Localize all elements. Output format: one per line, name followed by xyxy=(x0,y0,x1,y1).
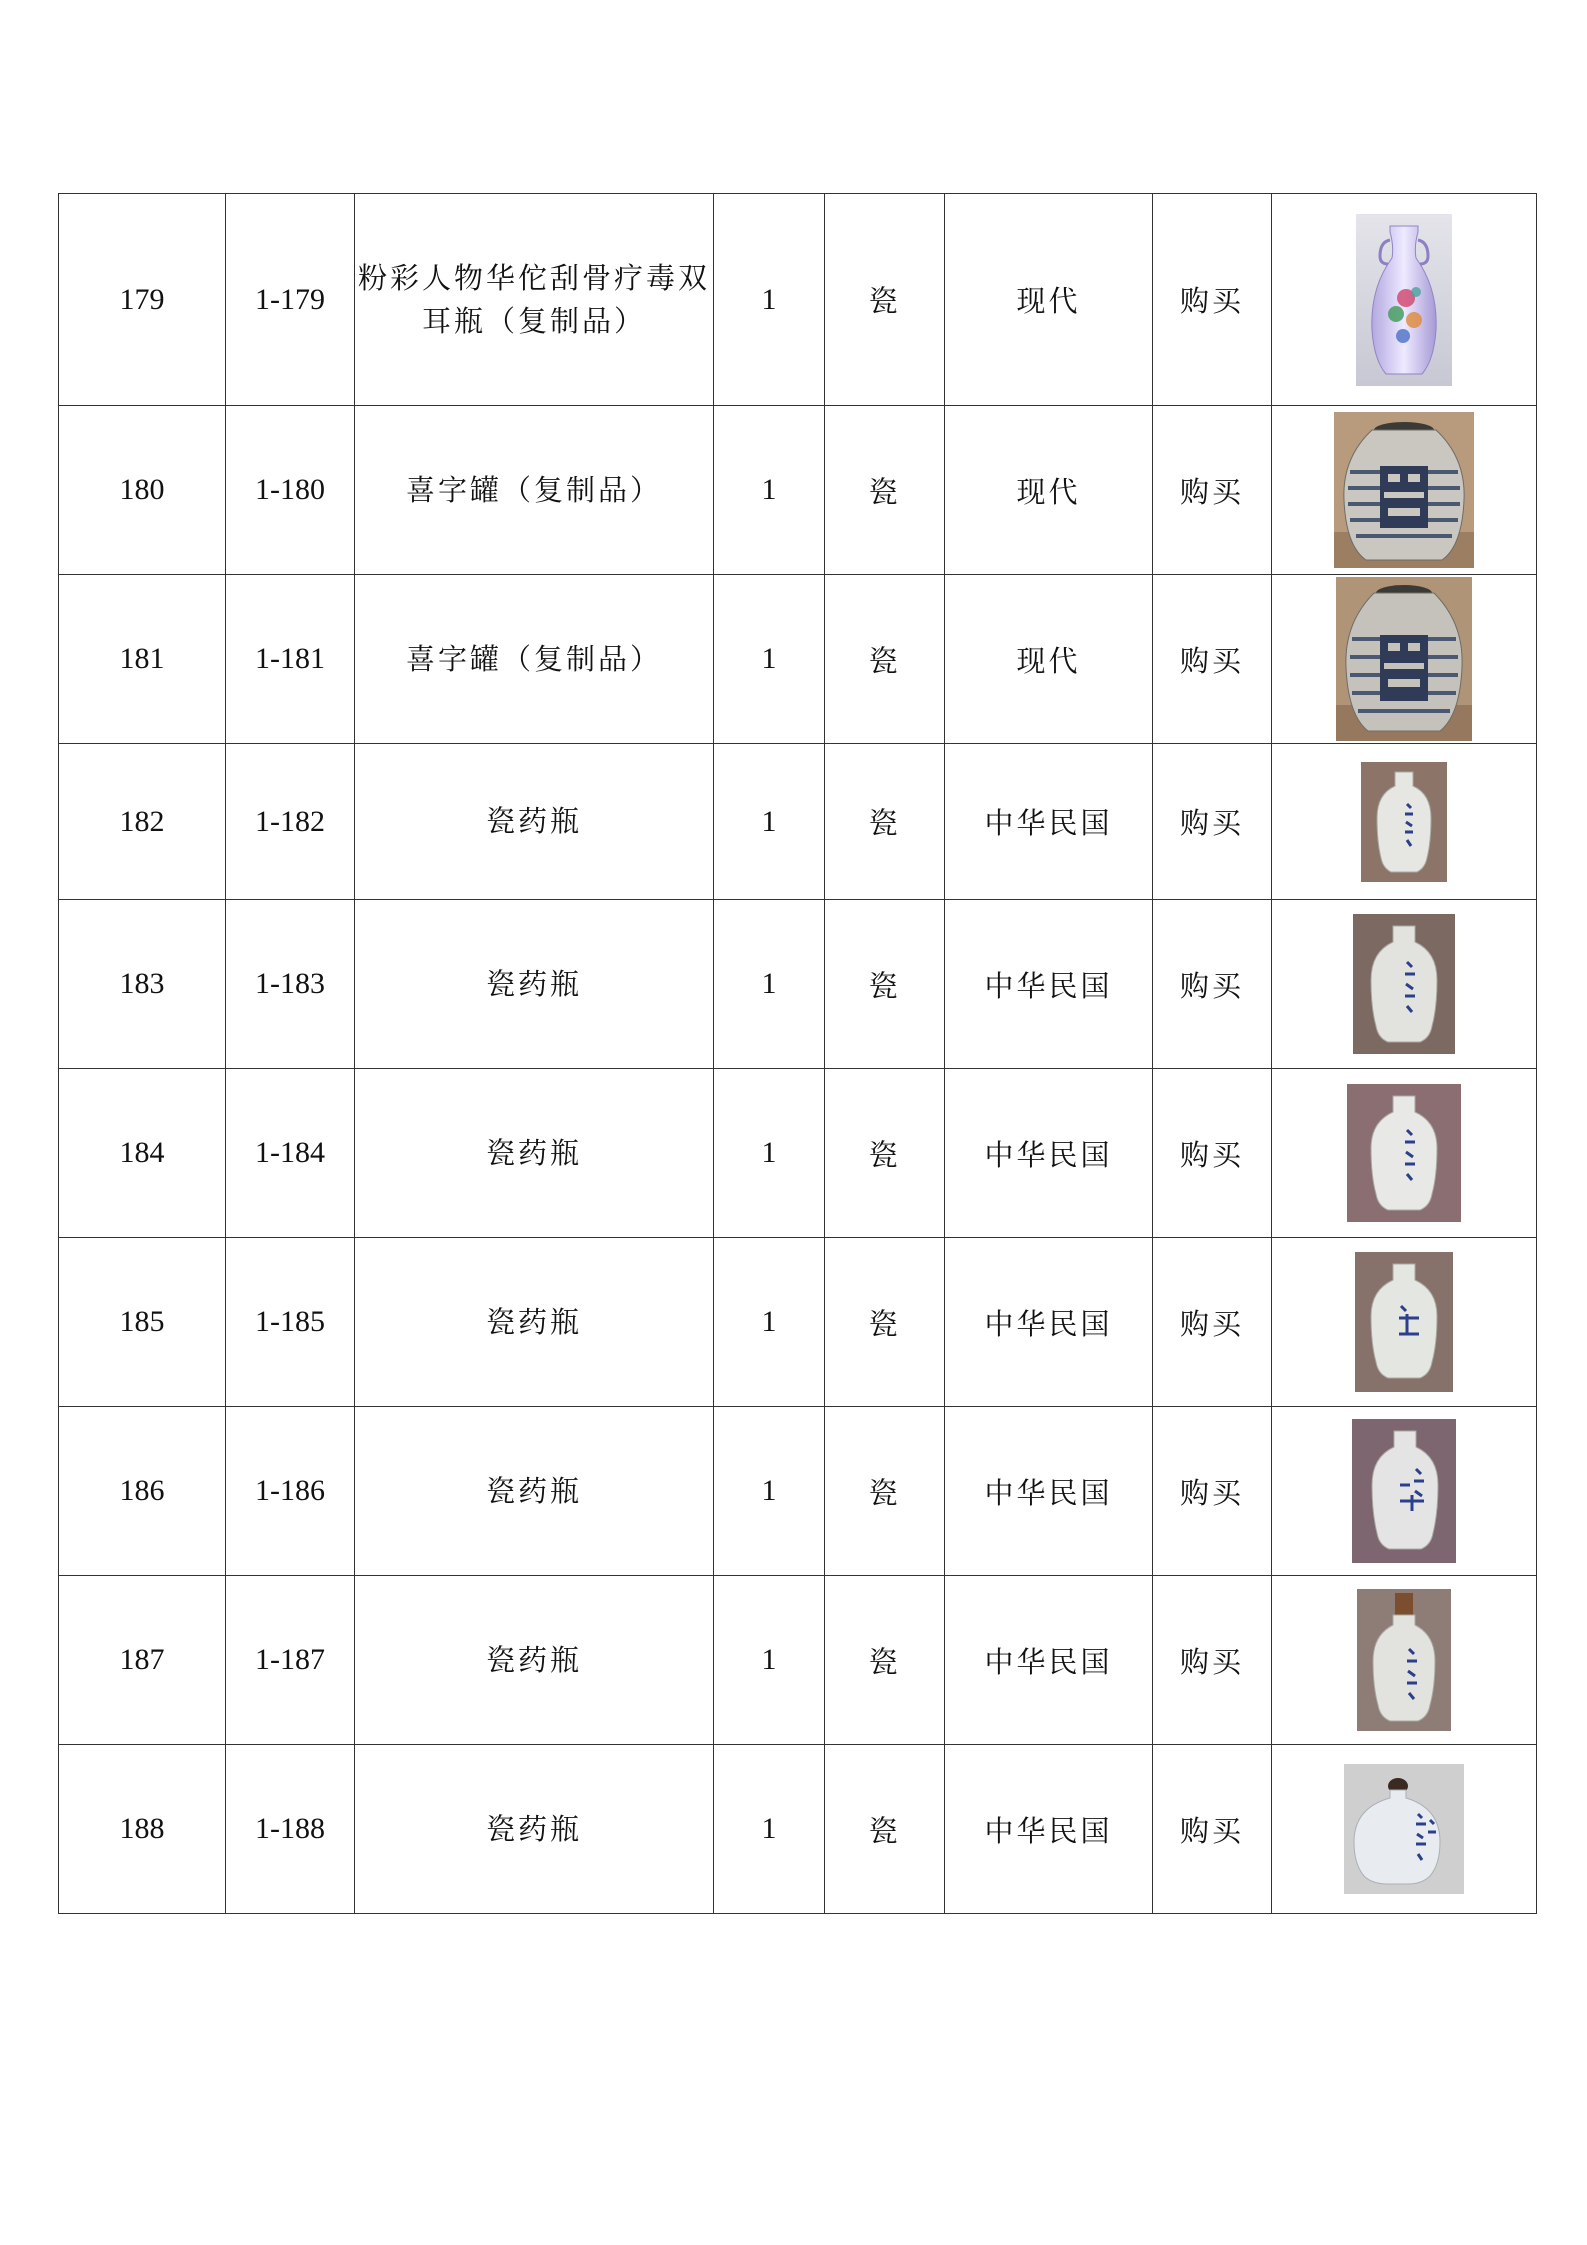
cell-name: 粉彩人物华佗刮骨疗毒双耳瓶（复制品） xyxy=(355,194,714,406)
cell-number: 180 xyxy=(59,406,226,575)
cell-era: 现代 xyxy=(945,406,1153,575)
cell-photo xyxy=(1272,1069,1537,1238)
cell-era: 中华民国 xyxy=(945,1238,1153,1407)
cell-number: 184 xyxy=(59,1069,226,1238)
cell-material: 瓷 xyxy=(825,1407,945,1576)
cell-source: 购买 xyxy=(1153,194,1272,406)
medicine-bottle-photo xyxy=(1355,1252,1453,1392)
medicine-bottle-photo xyxy=(1352,1419,1456,1563)
cell-name: 喜字罐（复制品） xyxy=(355,406,714,575)
cell-material: 瓷 xyxy=(825,1069,945,1238)
table-row xyxy=(59,1745,1537,1914)
cell-photo xyxy=(1272,1576,1537,1745)
cell-quantity: 1 xyxy=(714,406,825,575)
cell-name: 瓷药瓶 xyxy=(355,1238,714,1407)
cell-era: 中华民国 xyxy=(945,900,1153,1069)
cell-era: 中华民国 xyxy=(945,744,1153,900)
cell-era: 中华民国 xyxy=(945,1069,1153,1238)
medicine-bottle-photo xyxy=(1353,914,1455,1054)
cell-code: 1-181 xyxy=(226,575,355,744)
famille-rose-vase-photo xyxy=(1356,214,1452,386)
cell-number: 186 xyxy=(59,1407,226,1576)
cell-code: 1-186 xyxy=(226,1407,355,1576)
cell-name: 瓷药瓶 xyxy=(355,1069,714,1238)
cell-material: 瓷 xyxy=(825,575,945,744)
table-row xyxy=(59,194,1537,406)
double-happiness-jar-photo xyxy=(1336,577,1472,741)
cell-number: 187 xyxy=(59,1576,226,1745)
cell-name: 瓷药瓶 xyxy=(355,1745,714,1914)
cell-quantity: 1 xyxy=(714,1069,825,1238)
cell-code: 1-184 xyxy=(226,1069,355,1238)
cell-era: 中华民国 xyxy=(945,1745,1153,1914)
table-row xyxy=(59,1069,1537,1238)
cell-quantity: 1 xyxy=(714,194,825,406)
cell-code: 1-183 xyxy=(226,900,355,1069)
cell-name: 瓷药瓶 xyxy=(355,900,714,1069)
cell-code: 1-187 xyxy=(226,1576,355,1745)
cell-era: 中华民国 xyxy=(945,1576,1153,1745)
cell-name: 瓷药瓶 xyxy=(355,1407,714,1576)
cell-source: 购买 xyxy=(1153,900,1272,1069)
double-happiness-jar-photo xyxy=(1334,412,1474,568)
cell-photo xyxy=(1272,1745,1537,1914)
cell-source: 购买 xyxy=(1153,406,1272,575)
cell-source: 购买 xyxy=(1153,575,1272,744)
medicine-bottle-photo xyxy=(1347,1084,1461,1222)
table-row xyxy=(59,744,1537,900)
cell-material: 瓷 xyxy=(825,1745,945,1914)
cell-era: 现代 xyxy=(945,575,1153,744)
cell-material: 瓷 xyxy=(825,1576,945,1745)
catalog-table xyxy=(58,193,1537,1914)
cell-quantity: 1 xyxy=(714,1745,825,1914)
table-row xyxy=(59,900,1537,1069)
table-row xyxy=(59,1576,1537,1745)
cell-number: 182 xyxy=(59,744,226,900)
medicine-bottle-photo xyxy=(1344,1764,1464,1894)
cell-code: 1-182 xyxy=(226,744,355,900)
cell-source: 购买 xyxy=(1153,744,1272,900)
cell-number: 183 xyxy=(59,900,226,1069)
cell-number: 181 xyxy=(59,575,226,744)
cell-quantity: 1 xyxy=(714,1407,825,1576)
cell-name: 喜字罐（复制品） xyxy=(355,575,714,744)
cell-source: 购买 xyxy=(1153,1407,1272,1576)
cell-source: 购买 xyxy=(1153,1745,1272,1914)
cell-name: 瓷药瓶 xyxy=(355,1576,714,1745)
cell-quantity: 1 xyxy=(714,744,825,900)
cell-material: 瓷 xyxy=(825,744,945,900)
cell-photo xyxy=(1272,575,1537,744)
cell-quantity: 1 xyxy=(714,1576,825,1745)
cell-photo xyxy=(1272,194,1537,406)
cell-era: 中华民国 xyxy=(945,1407,1153,1576)
cell-material: 瓷 xyxy=(825,406,945,575)
cell-photo xyxy=(1272,1407,1537,1576)
cell-photo xyxy=(1272,406,1537,575)
cell-number: 185 xyxy=(59,1238,226,1407)
cell-era: 现代 xyxy=(945,194,1153,406)
cell-photo xyxy=(1272,744,1537,900)
cell-name: 瓷药瓶 xyxy=(355,744,714,900)
cell-number: 179 xyxy=(59,194,226,406)
table-row xyxy=(59,1407,1537,1576)
cell-number: 188 xyxy=(59,1745,226,1914)
cell-quantity: 1 xyxy=(714,900,825,1069)
cell-material: 瓷 xyxy=(825,194,945,406)
table-row xyxy=(59,406,1537,575)
medicine-bottle-photo xyxy=(1361,762,1447,882)
cell-quantity: 1 xyxy=(714,575,825,744)
medicine-bottle-photo xyxy=(1357,1589,1451,1731)
cell-source: 购买 xyxy=(1153,1238,1272,1407)
table-row xyxy=(59,575,1537,744)
cell-code: 1-180 xyxy=(226,406,355,575)
cell-code: 1-179 xyxy=(226,194,355,406)
cell-photo xyxy=(1272,900,1537,1069)
cell-photo xyxy=(1272,1238,1537,1407)
cell-material: 瓷 xyxy=(825,900,945,1069)
cell-source: 购买 xyxy=(1153,1576,1272,1745)
cell-material: 瓷 xyxy=(825,1238,945,1407)
cell-code: 1-188 xyxy=(226,1745,355,1914)
table-row xyxy=(59,1238,1537,1407)
cell-quantity: 1 xyxy=(714,1238,825,1407)
cell-code: 1-185 xyxy=(226,1238,355,1407)
cell-source: 购买 xyxy=(1153,1069,1272,1238)
